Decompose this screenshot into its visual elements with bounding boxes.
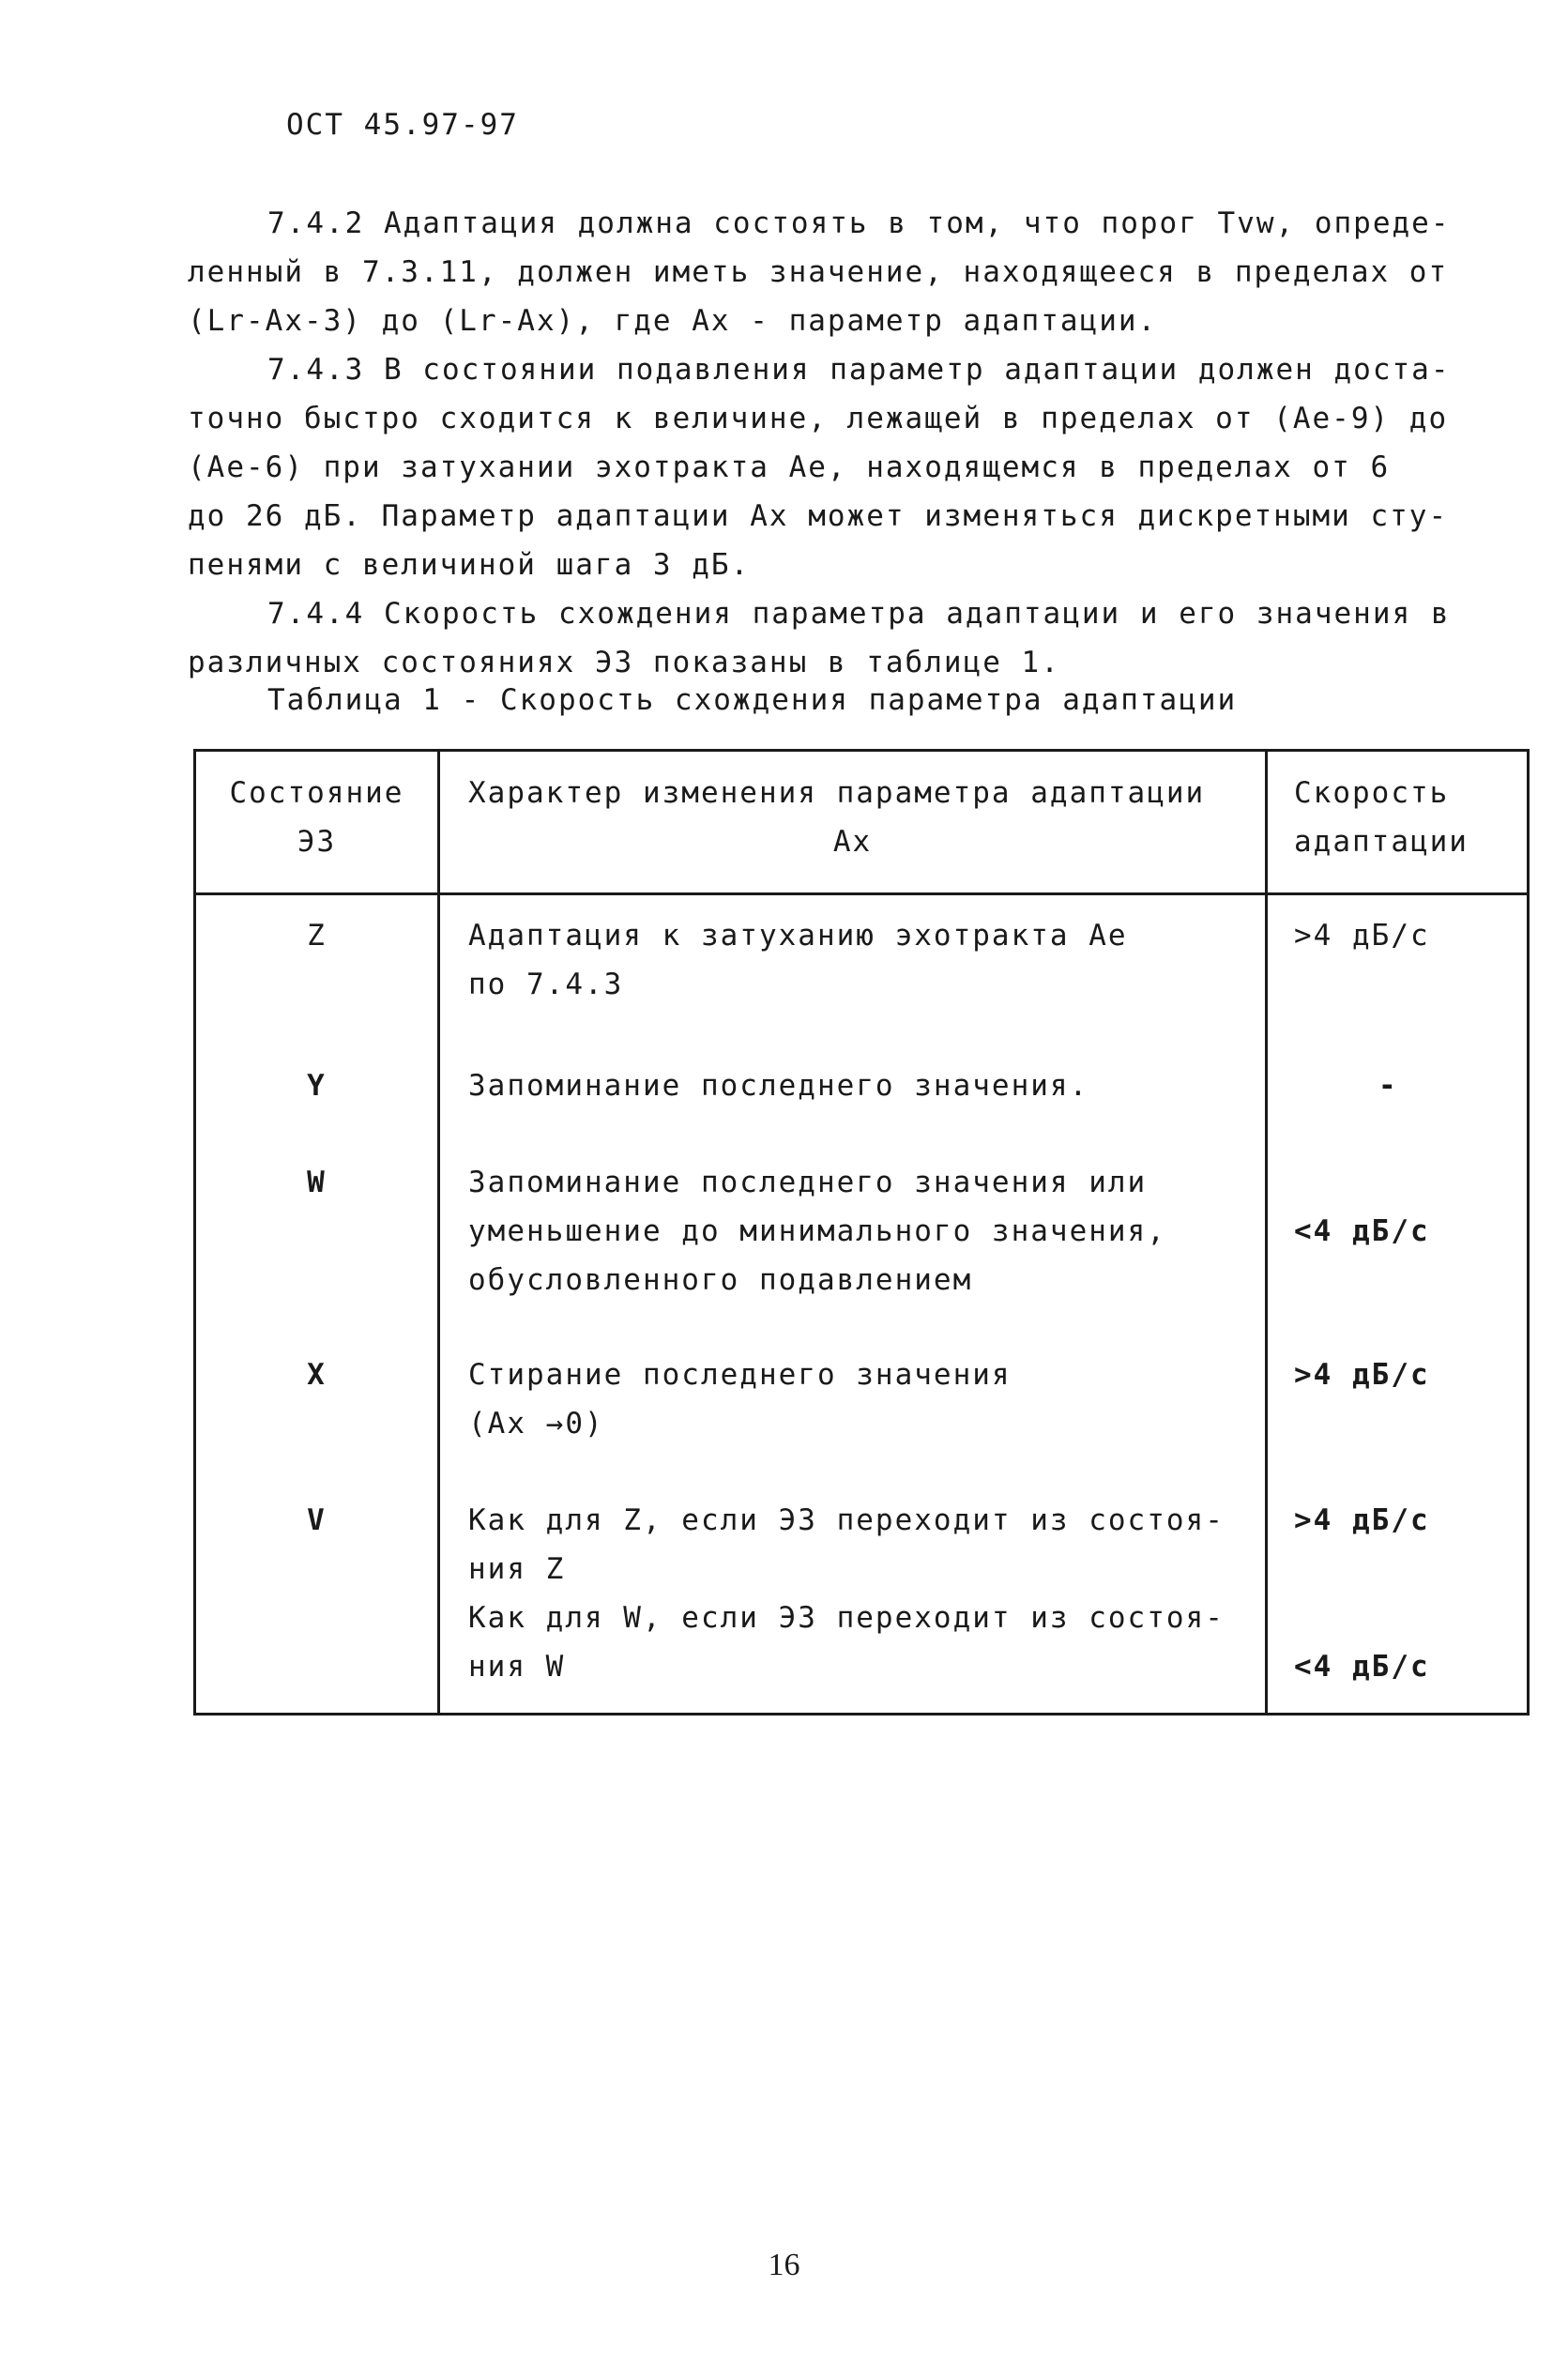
paragraph-7-4-2-line-3: (Lr-Ax-3) до (Lr-Ax), где Ах - параметр адаптации. xyxy=(188,304,1158,338)
header-speed-line-2: адаптации xyxy=(1294,825,1469,859)
table-row-speed: - xyxy=(1378,1069,1398,1103)
table-row-nature-line: Стирание последнего значения xyxy=(468,1358,1012,1392)
table-row-speed: >4 дБ/с xyxy=(1294,919,1430,953)
paragraph-7-4-3-line-5: пенями с величиной шага 3 дБ. xyxy=(188,548,751,582)
paragraph-7-4-2-line-1: 7.4.2 Адаптация должна состоять в том, что порог Tvw, опреде- xyxy=(267,206,1451,240)
document-code: ОСТ 45.97-97 xyxy=(286,108,519,142)
table-row-nature-line: ния Z xyxy=(468,1552,566,1586)
table-row-nature-line: ния W xyxy=(468,1650,566,1684)
adaptation-speed-table xyxy=(193,749,1530,1716)
table-row-speed: <4 дБ/с xyxy=(1294,1214,1430,1248)
paragraph-7-4-3-line-4: до 26 дБ. Параметр адаптации Ах может изменяться дискретными сту- xyxy=(188,499,1449,533)
paragraph-7-4-3-line-1: 7.4.3 В состоянии подавления параметр адаптации должен доста- xyxy=(267,353,1451,387)
table-row-nature-line: Запоминание последнего значения. xyxy=(468,1069,1089,1103)
table-row-speed: >4 дБ/с xyxy=(1294,1503,1430,1537)
paragraph-7-4-2-line-2: ленный в 7.3.11, должен иметь значение, находящееся в пределах от xyxy=(188,255,1449,289)
column-divider-2 xyxy=(1265,752,1268,1713)
table-row-state: Y xyxy=(307,1069,327,1103)
table-row-state: W xyxy=(307,1166,327,1199)
table-caption: Таблица 1 - Скорость схождения параметра адаптации xyxy=(267,683,1238,717)
table-row-nature-line: Запоминание последнего значения или xyxy=(468,1166,1148,1199)
header-speed-line-1: Скорость xyxy=(1294,776,1450,810)
table-row-nature-line: уменьшение до минимального значения, xyxy=(468,1214,1166,1248)
column-divider-1 xyxy=(437,752,440,1713)
table-row-nature-line: Как для W, если ЭЗ переходит из состоя- xyxy=(468,1601,1225,1635)
table-row-nature-line: (Ах →0) xyxy=(468,1407,604,1441)
table-row-speed: <4 дБ/с xyxy=(1294,1650,1430,1684)
table-row-nature-line: Как для Z, если ЭЗ переходит из состоя- xyxy=(468,1503,1225,1537)
table-row-state: Z xyxy=(307,919,327,953)
paragraph-7-4-4-line-2: различных состояниях ЭЗ показаны в таблице 1. xyxy=(188,646,1060,679)
paragraph-7-4-3-line-2: точно быстро сходится к величине, лежащей в пределах от (Ae-9) до xyxy=(188,402,1449,435)
header-nature-line-2: Ах xyxy=(832,825,873,859)
paragraph-7-4-4-line-1: 7.4.4 Скорость схождения параметра адаптации и его значения в xyxy=(267,597,1451,631)
table-row-nature-line: по 7.4.3 xyxy=(468,968,624,1001)
table-row-state: X xyxy=(307,1358,327,1392)
paragraph-7-4-3-line-3: (Ae-6) при затухании эхотракта Ae, находящемся в пределах от 6 xyxy=(188,450,1391,484)
page-number: 16 xyxy=(768,2248,800,2282)
header-state-line-1: Состояние xyxy=(229,776,404,810)
header-nature-line-1: Характер изменения параметра адаптации xyxy=(468,776,1206,810)
table-row-speed: >4 дБ/с xyxy=(1294,1358,1430,1392)
table-row-nature-line: обусловленного подавлением xyxy=(468,1263,973,1297)
table-row-state: V xyxy=(307,1503,327,1537)
header-divider xyxy=(196,892,1527,895)
table-row-nature-line: Адаптация к затуханию эхотракта Ae xyxy=(468,919,1128,953)
header-state-line-2: ЭЗ xyxy=(297,825,337,859)
